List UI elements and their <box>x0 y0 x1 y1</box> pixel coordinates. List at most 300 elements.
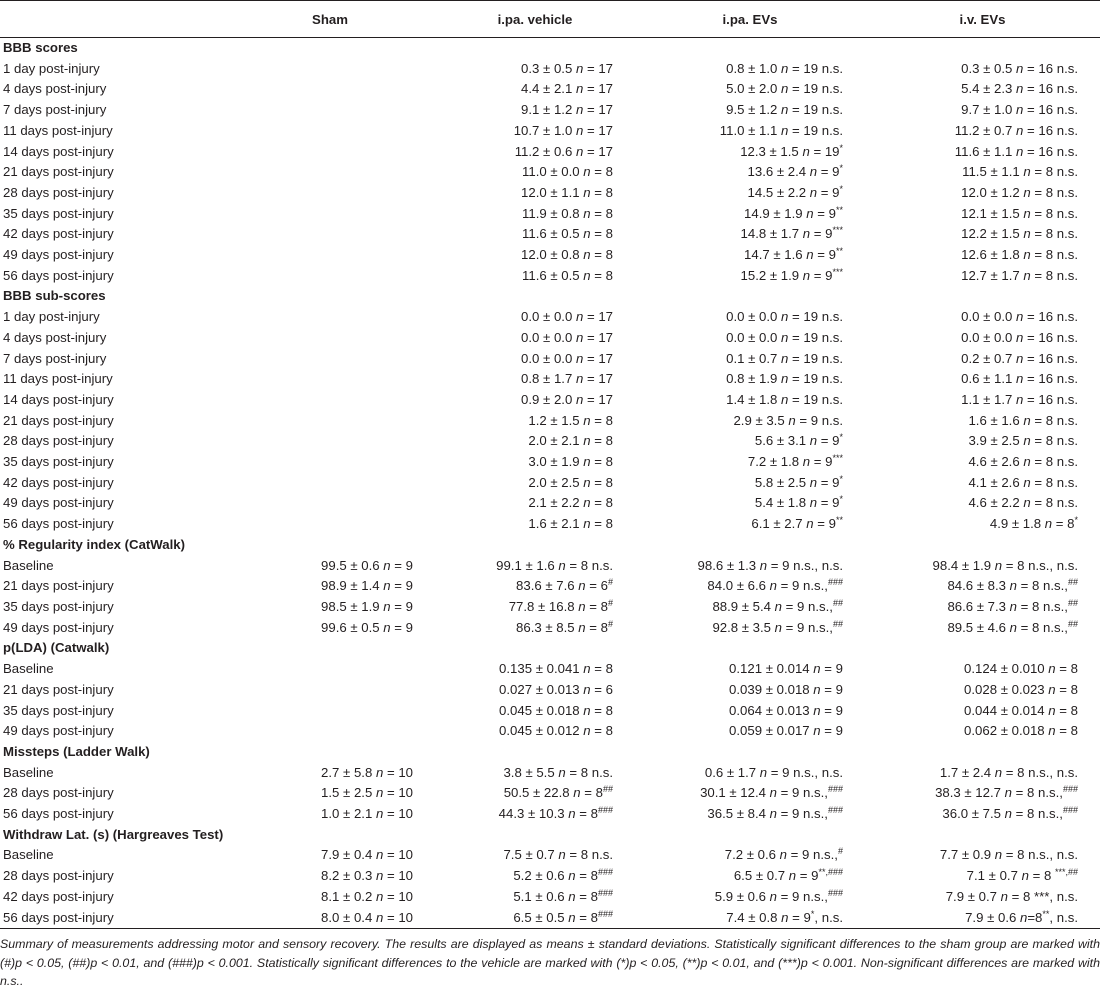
significance-superscript: ### <box>827 784 843 795</box>
cell-ipa-evs: 11.0 ± 1.1 n = 19 n.s. <box>719 122 843 138</box>
table-row <box>0 390 1100 411</box>
cell-value: 99.5 ± 0.6 <box>321 557 384 573</box>
cell-n: 16 <box>1038 391 1054 407</box>
cell-sham: 1.5 ± 2.5 n = 10 <box>321 785 413 801</box>
n-symbol: n <box>1009 578 1018 594</box>
cell-ipa-evs: 5.8 ± 2.5 n = 9* <box>754 473 843 490</box>
cell-value: 3.0 ± 1.9 <box>528 454 584 470</box>
cell-n: 17 <box>598 102 613 118</box>
n-symbol: n <box>583 495 591 511</box>
cell-value: 12.0 ± 1.2 <box>961 184 1024 200</box>
cell-ipa-evs: 84.0 ± 6.6 n = 9 n.s.,### <box>707 577 843 594</box>
cell-n: 19 <box>803 350 819 366</box>
cell-iv-evs: 4.6 ± 2.6 n = 8 n.s. <box>968 454 1078 470</box>
cell-n: 8 <box>1032 598 1040 614</box>
cell-significance: n.s., <box>799 578 828 594</box>
cell-ipa-vehicle: 11.0 ± 0.0 n = 8 <box>522 164 613 180</box>
cell-value: 50.5 ± 22.8 <box>503 785 574 801</box>
cell-significance: n.s. <box>588 847 613 863</box>
header-cell-ipa-evs: i.pa. EVs <box>722 11 778 27</box>
significance-superscript: * <box>1074 515 1078 526</box>
cell-ipa-vehicle: 2.0 ± 2.5 n = 8 <box>528 474 613 490</box>
n-symbol: n <box>994 847 1003 863</box>
cell-significance: n.s. <box>818 350 843 366</box>
cell-value: 10.7 ± 1.0 <box>513 122 576 138</box>
cell-ipa-evs: 98.6 ± 1.3 n = 9 n.s., n.s. <box>697 557 843 573</box>
cell-value: 0.045 ± 0.018 <box>499 702 584 718</box>
cell-iv-evs: 11.5 ± 1.1 n = 8 n.s. <box>962 164 1078 180</box>
header-cell-sham: Sham <box>312 11 348 27</box>
cell-sham <box>225 390 435 411</box>
cell-n: 8 <box>1045 454 1054 470</box>
cell-iv-evs: 1.6 ± 1.6 n = 8 n.s. <box>968 412 1078 428</box>
cell-value: 4.6 ± 2.2 <box>968 495 1024 511</box>
cell-iv-evs: 7.9 ± 0.7 n = 8 ***, n.s. <box>945 888 1078 904</box>
cell-n: 17 <box>598 143 613 159</box>
cell-n: 19 <box>803 309 819 325</box>
n-symbol: n <box>375 868 384 884</box>
row-label: 7 days post-injury <box>3 350 107 366</box>
cell-sham: 7.9 ± 0.4 n = 10 <box>321 847 413 863</box>
n-symbol: n <box>1023 226 1031 242</box>
cell-ipa-vehicle: 1.2 ± 1.5 n = 8 <box>528 412 613 428</box>
cell-significance: n.s. <box>1053 143 1078 159</box>
cell-significance: n.s., <box>809 847 838 863</box>
section-header-row <box>0 638 1100 659</box>
n-symbol: n <box>1016 329 1024 345</box>
table-row <box>0 866 1100 887</box>
cell-n: 17 <box>598 122 613 138</box>
cell-iv-evs: 7.9 ± 0.6 n=8**, n.s. <box>965 908 1078 925</box>
cell-significance: n.s., <box>804 619 833 635</box>
table-row <box>0 121 1100 142</box>
cell-value: 1.5 ± 2.5 <box>321 785 376 801</box>
cell-iv-evs: 7.1 ± 0.7 n = 8 ***,## <box>966 867 1078 884</box>
n-symbol: n <box>809 495 818 511</box>
cell-value: 12.1 ± 1.5 <box>961 205 1024 221</box>
significance-superscript: ### <box>597 805 613 816</box>
cell-value: 0.8 ± 1.0 <box>726 60 782 76</box>
cell-ipa-evs: 0.121 ± 0.014 n = 9 <box>729 661 843 677</box>
cell-ipa-evs: 0.059 ± 0.017 n = 9 <box>729 723 843 739</box>
significance-superscript: # <box>607 577 613 588</box>
cell-n: 8 <box>1045 433 1054 449</box>
cell-n: 8 <box>1045 495 1054 511</box>
table-row <box>0 328 1100 349</box>
n-symbol: n <box>769 578 777 594</box>
table-row <box>0 473 1100 494</box>
row-label: 28 days post-injury <box>3 868 114 884</box>
cell-significance: n.s. <box>818 329 843 345</box>
n-symbol: n <box>994 764 1003 780</box>
cell-value: 12.6 ± 1.8 <box>961 247 1024 263</box>
cell-significance: n.s. <box>1053 60 1078 76</box>
row-label: Baseline <box>3 847 54 863</box>
cell-significance-extra: , n.s. <box>814 909 843 925</box>
cell-n: 9 <box>792 785 800 801</box>
cell-n: 16 <box>1038 143 1054 159</box>
cell-significance: n.s., n.s. <box>789 557 843 573</box>
table-row <box>0 349 1100 370</box>
cell-value: 38.3 ± 12.7 <box>935 785 1005 801</box>
cell-value: 2.7 ± 5.8 <box>321 764 376 780</box>
n-symbol: n <box>375 764 384 780</box>
cell-value: 0.0 ± 0.0 <box>521 350 576 366</box>
cell-n: 8 <box>600 619 608 635</box>
cell-value: 98.6 ± 1.3 <box>697 557 760 573</box>
table-row <box>0 783 1100 804</box>
table-row <box>0 804 1100 825</box>
n-symbol: n <box>558 847 566 863</box>
cell-ipa-vehicle: 44.3 ± 10.3 n = 8### <box>498 805 613 822</box>
cell-n: 17 <box>598 350 613 366</box>
cell-value: 11.9 ± 0.8 <box>522 205 584 221</box>
n-symbol: n <box>575 122 584 138</box>
cell-value: 7.7 ± 0.9 <box>939 847 995 863</box>
cell-sham: 98.9 ± 1.4 n = 9 <box>321 578 413 594</box>
n-symbol: n <box>375 847 384 863</box>
cell-n: 8 <box>1023 888 1031 904</box>
cell-n: 8 <box>1070 681 1078 697</box>
significance-superscript: ## <box>1067 597 1078 608</box>
cell-value: 11.0 ± 1.1 <box>719 122 782 138</box>
table-row <box>0 597 1100 618</box>
cell-ipa-evs: 5.0 ± 2.0 n = 19 n.s. <box>726 81 843 97</box>
cell-n: 8 <box>1045 164 1054 180</box>
cell-sham <box>225 204 435 225</box>
cell-n: 8 <box>1070 723 1078 739</box>
cell-iv-evs: 4.9 ± 1.8 n = 8* <box>989 515 1078 532</box>
n-symbol: n <box>568 868 576 884</box>
cell-iv-evs: 12.7 ± 1.7 n = 8 n.s. <box>961 267 1078 283</box>
cell-sham <box>225 514 435 535</box>
n-symbol: n <box>1021 868 1029 884</box>
significance-superscript: ** <box>1042 908 1050 919</box>
table-row <box>0 183 1100 204</box>
cell-n: 16 <box>1038 81 1054 97</box>
cell-iv-evs: 84.6 ± 8.3 n = 8 n.s.,## <box>947 577 1078 594</box>
cell-value: 0.1 ± 0.7 <box>726 350 782 366</box>
cell-value: 8.1 ± 0.2 <box>321 888 376 904</box>
cell-significance: n.s. <box>1053 433 1078 449</box>
cell-n: 8 <box>580 764 589 780</box>
cell-significance: n.s. <box>818 122 843 138</box>
cell-ipa-evs: 0.8 ± 1.9 n = 19 n.s. <box>726 371 843 387</box>
table-row <box>0 369 1100 390</box>
cell-value: 6.5 ± 0.7 <box>733 868 789 884</box>
table-row <box>0 142 1100 163</box>
cell-value: 5.6 ± 3.1 <box>754 433 810 449</box>
cell-sham <box>225 411 435 432</box>
row-label: 28 days post-injury <box>3 785 114 801</box>
row-label: Baseline <box>3 557 54 573</box>
cell-value: 9.7 ± 1.0 <box>961 102 1017 118</box>
cell-iv-evs: 5.4 ± 2.3 n = 16 n.s. <box>961 81 1078 97</box>
n-symbol: n <box>802 267 811 283</box>
row-label: 49 days post-injury <box>3 619 114 635</box>
section-header-row <box>0 535 1100 556</box>
n-symbol: n <box>383 557 391 573</box>
cell-significance: n.s. <box>1053 122 1078 138</box>
n-symbol: n <box>1023 433 1031 449</box>
cell-significance: n.s., <box>1039 598 1068 614</box>
cell-ipa-vehicle: 11.6 ± 0.5 n = 8 <box>522 226 613 242</box>
cell-value: 98.5 ± 1.9 <box>321 598 384 614</box>
cell-iv-evs: 1.7 ± 2.4 n = 8 n.s., n.s. <box>939 764 1078 780</box>
cell-iv-evs: 3.9 ± 2.5 n = 8 n.s. <box>968 433 1078 449</box>
row-label: 49 days post-injury <box>3 247 114 263</box>
significance-superscript: *** <box>832 225 843 236</box>
row-label: 1 day post-injury <box>3 309 100 325</box>
n-symbol: n <box>583 267 591 283</box>
cell-sham <box>225 452 435 473</box>
n-symbol: n <box>802 454 811 470</box>
cell-ipa-vehicle: 0.3 ± 0.5 n = 17 <box>521 60 613 76</box>
cell-value: 44.3 ± 10.3 <box>498 806 569 822</box>
cell-n: 9 <box>828 516 836 532</box>
cell-ipa-vehicle: 50.5 ± 22.8 n = 8## <box>503 784 613 801</box>
cell-value: 11.0 ± 0.0 <box>522 164 584 180</box>
significance-superscript: * <box>839 494 843 505</box>
significance-superscript: # <box>837 846 843 857</box>
cell-significance: n.s., n.s. <box>789 764 843 780</box>
n-symbol: n <box>575 81 584 97</box>
n-symbol: n <box>802 226 811 242</box>
cell-n: 8 <box>605 412 613 428</box>
cell-ipa-evs: 14.7 ± 1.6 n = 9** <box>744 246 843 263</box>
n-symbol: n <box>781 60 789 76</box>
cell-value: 14.9 ± 1.9 <box>744 205 807 221</box>
cell-significance: n.s. <box>1053 412 1078 428</box>
cell-n: 9 <box>835 681 843 697</box>
cell-ipa-evs: 0.6 ± 1.7 n = 9 n.s., n.s. <box>704 764 843 780</box>
cell-ipa-evs: 0.8 ± 1.0 n = 19 n.s. <box>726 60 843 76</box>
cell-sham <box>225 100 435 121</box>
cell-n: 8 <box>1032 619 1040 635</box>
row-label: 42 days post-injury <box>3 474 114 490</box>
cell-significance: n.s. <box>1053 205 1078 221</box>
n-symbol: n <box>1023 205 1031 221</box>
cell-ipa-vehicle: 0.8 ± 1.7 n = 17 <box>521 371 613 387</box>
cell-n: 8 <box>605 205 613 221</box>
cell-value: 3.9 ± 2.5 <box>968 433 1024 449</box>
cell-iv-evs: 36.0 ± 7.5 n = 8 n.s.,### <box>942 805 1078 822</box>
cell-ipa-vehicle: 7.5 ± 0.7 n = 8 n.s. <box>503 847 613 863</box>
cell-n: 8 <box>605 184 613 200</box>
cell-significance-extra: , n.s. <box>1049 909 1078 925</box>
table-row <box>0 100 1100 121</box>
cell-n: 8 <box>1045 184 1054 200</box>
cell-value: 0.039 ± 0.018 <box>729 681 814 697</box>
table-row <box>0 514 1100 535</box>
header-cell-ipa-vehicle: i.pa. vehicle <box>497 11 573 27</box>
cell-sham <box>225 79 435 100</box>
cell-value: 1.0 ± 2.1 <box>321 806 376 822</box>
n-symbol: n <box>1016 122 1024 138</box>
cell-value: 8.0 ± 0.4 <box>321 909 376 925</box>
cell-value: 0.044 ± 0.014 <box>964 702 1049 718</box>
cell-n: 9 <box>825 226 833 242</box>
cell-significance: n.s. <box>1053 247 1078 263</box>
cell-n: 9 <box>832 433 840 449</box>
n-symbol: n <box>809 184 818 200</box>
cell-value: 11.2 ± 0.6 <box>514 143 576 159</box>
cell-significance: n.s. <box>818 391 843 407</box>
n-symbol: n <box>1048 681 1056 697</box>
n-symbol: n <box>1016 102 1024 118</box>
cell-n: 10 <box>398 764 413 780</box>
row-label: 35 days post-injury <box>3 598 114 614</box>
cell-value: 14.7 ± 1.6 <box>744 247 807 263</box>
n-symbol: n <box>575 102 584 118</box>
row-label: 49 days post-injury <box>3 723 114 739</box>
cell-n: 8 <box>1067 516 1075 532</box>
cell-ipa-vehicle: 0.135 ± 0.041 n = 8 <box>499 661 613 677</box>
cell-n: 10 <box>398 806 413 822</box>
cell-sham <box>225 493 435 514</box>
cell-n: 17 <box>598 371 613 387</box>
cell-n: 8 <box>605 495 613 511</box>
cell-iv-evs: 0.028 ± 0.023 n = 8 <box>964 681 1078 697</box>
cell-ipa-evs: 0.0 ± 0.0 n = 19 n.s. <box>726 309 843 325</box>
cell-ipa-evs: 0.0 ± 0.0 n = 19 n.s. <box>726 329 843 345</box>
cell-sham <box>225 142 435 163</box>
significance-superscript: ### <box>1062 805 1078 816</box>
table-row <box>0 659 1100 680</box>
n-symbol: n <box>802 143 810 159</box>
n-symbol: n <box>383 598 391 614</box>
n-symbol: n <box>583 164 591 180</box>
cell-ipa-evs: 36.5 ± 8.4 n = 9 n.s.,### <box>707 805 843 822</box>
cell-sham: 99.6 ± 0.5 n = 9 <box>321 619 413 635</box>
significance-superscript: ***,## <box>1054 867 1078 878</box>
row-label: 56 days post-injury <box>3 806 114 822</box>
row-label: 21 days post-injury <box>3 164 114 180</box>
row-label: 28 days post-injury <box>3 184 114 200</box>
n-symbol: n <box>809 433 818 449</box>
table-row <box>0 411 1100 432</box>
table-caption <box>0 935 1100 991</box>
cell-n: 8 <box>1017 847 1025 863</box>
cell-significance: n.s. <box>818 102 843 118</box>
cell-value: 9.5 ± 1.2 <box>726 102 782 118</box>
cell-n: 8 <box>590 909 598 925</box>
cell-n: 8 <box>1035 909 1043 925</box>
cell-n: 16 <box>1038 309 1054 325</box>
n-symbol: n <box>1004 785 1012 801</box>
cell-iv-evs: 38.3 ± 12.7 n = 8 n.s.,### <box>935 784 1078 801</box>
cell-ipa-vehicle: 12.0 ± 0.8 n = 8 <box>521 247 613 263</box>
cell-value: 1.4 ± 1.8 <box>726 391 782 407</box>
cell-value: 0.0 ± 0.0 <box>726 309 782 325</box>
cell-n: 8 <box>605 702 613 718</box>
n-symbol: n <box>575 329 584 345</box>
cell-iv-evs: 12.0 ± 1.2 n = 8 n.s. <box>961 184 1078 200</box>
cell-significance: n.s. <box>1053 350 1078 366</box>
row-label: 28 days post-injury <box>3 433 114 449</box>
cell-ipa-evs: 14.8 ± 1.7 n = 9*** <box>740 225 843 242</box>
cell-value: 83.6 ± 7.6 <box>516 578 579 594</box>
cell-value: 0.121 ± 0.014 <box>729 661 814 677</box>
n-symbol: n <box>781 81 789 97</box>
cell-value: 8.2 ± 0.3 <box>321 868 376 884</box>
cell-ipa-evs: 30.1 ± 12.4 n = 9 n.s.,### <box>700 784 843 801</box>
cell-n: 10 <box>398 847 413 863</box>
cell-n: 19 <box>803 391 819 407</box>
cell-ipa-vehicle: 9.1 ± 1.2 n = 17 <box>521 102 613 118</box>
cell-sham <box>225 307 435 328</box>
cell-sham: 1.0 ± 2.1 n = 10 <box>321 806 413 822</box>
cell-ipa-vehicle: 6.5 ± 0.5 n = 8### <box>513 908 613 925</box>
cell-n: 9 <box>797 619 805 635</box>
section-header-row <box>0 742 1100 763</box>
cell-ipa-vehicle: 0.045 ± 0.018 n = 8 <box>499 702 613 718</box>
cell-value: 84.0 ± 6.6 <box>707 578 770 594</box>
cell-significance: n.s., n.s. <box>1024 557 1078 573</box>
cell-value: 0.124 ± 0.010 <box>964 661 1049 677</box>
cell-n: 16 <box>1038 102 1054 118</box>
significance-superscript: ## <box>602 784 613 795</box>
cell-value: 9.1 ± 1.2 <box>521 102 576 118</box>
cell-n: 8 <box>605 164 613 180</box>
cell-significance: n.s. <box>818 81 843 97</box>
cell-n: 9 <box>835 661 843 677</box>
cell-value: 12.0 ± 0.8 <box>521 247 584 263</box>
cell-value: 7.5 ± 0.7 <box>503 847 559 863</box>
cell-significance: n.s. <box>1053 102 1078 118</box>
cell-significance: n.s., <box>799 806 828 822</box>
table-row <box>0 452 1100 473</box>
cell-iv-evs: 0.124 ± 0.010 n = 8 <box>964 661 1078 677</box>
significance-superscript: * <box>839 163 843 174</box>
n-symbol: n <box>769 785 777 801</box>
n-symbol: n <box>994 557 1003 573</box>
cell-iv-evs: 12.1 ± 1.5 n = 8 n.s. <box>961 205 1078 221</box>
cell-n: 19 <box>803 122 819 138</box>
cell-n: 8 <box>1032 578 1040 594</box>
cell-iv-evs: 4.6 ± 2.2 n = 8 n.s. <box>968 495 1078 511</box>
n-symbol: n <box>573 785 581 801</box>
significance-superscript: ### <box>827 577 843 588</box>
cell-n: 9 <box>405 557 413 573</box>
n-symbol: n <box>1023 454 1031 470</box>
cell-value: 5.0 ± 2.0 <box>726 81 782 97</box>
n-symbol: n <box>568 888 576 904</box>
significance-superscript: ## <box>832 597 843 608</box>
n-symbol: n <box>788 868 797 884</box>
significance-superscript: ## <box>1067 618 1078 629</box>
section-title: Missteps (Ladder Walk) <box>3 743 150 759</box>
cell-value: 0.028 ± 0.023 <box>964 681 1049 697</box>
n-symbol: n <box>1020 909 1028 925</box>
row-label: 35 days post-injury <box>3 205 114 221</box>
table-row <box>0 59 1100 80</box>
n-symbol: n <box>1023 267 1031 283</box>
n-symbol: n <box>781 350 789 366</box>
cell-value: 1.1 ± 1.7 <box>961 391 1017 407</box>
cell-significance: n.s., <box>804 598 833 614</box>
table-row <box>0 680 1100 701</box>
cell-n: 9 <box>405 598 413 614</box>
cell-n: 9 <box>803 909 811 925</box>
cell-n: 9 <box>797 598 805 614</box>
cell-significance: n.s. <box>1053 495 1078 511</box>
cell-value: 5.9 ± 0.6 <box>714 888 770 904</box>
n-symbol: n <box>583 681 591 697</box>
cell-value: 15.2 ± 1.9 <box>740 267 803 283</box>
n-symbol: n <box>781 309 789 325</box>
cell-significance: n.s., <box>799 888 828 904</box>
